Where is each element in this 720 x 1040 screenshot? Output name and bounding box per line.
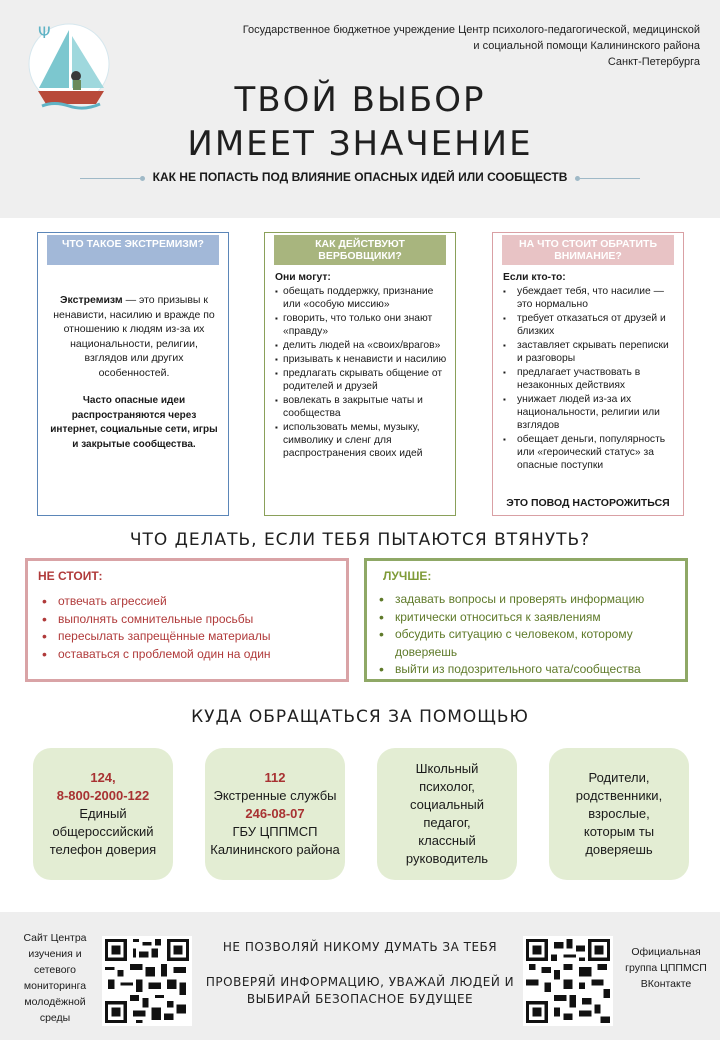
emergency-text: Экстренные службы xyxy=(213,788,337,803)
list-item: ▪ обещает деньги, популярность или «героический статус» за опасные поступки xyxy=(503,433,675,472)
family-text: Родители, родственники, взрослые, которым ты доверяешь xyxy=(575,770,663,857)
card-lead: Если кто-то: xyxy=(503,272,566,283)
footer xyxy=(0,912,720,1040)
help-card-school xyxy=(377,748,517,880)
card-what-is-extremism xyxy=(37,232,229,516)
list-item: • оставаться с проблемой один на один xyxy=(40,646,338,664)
hotline-phone: 8-800-2000-122 xyxy=(56,788,150,803)
help-card-emergency xyxy=(205,748,345,880)
org-line-3: Санкт-Петербурга xyxy=(607,56,700,68)
slogan-line-2: ПРОВЕРЯЙ ИНФОРМАЦИЮ, УВАЖАЙ ЛЮДЕЙ И ВЫБИРАЙ БЕЗОПАСНОЕ БУДУЩЕЕ xyxy=(205,975,515,1006)
list-item: • критически относиться к заявлениям xyxy=(377,609,677,627)
list-item: • выйти из подозрительного чата/сообщества xyxy=(377,661,677,679)
extremism-definition xyxy=(48,293,220,380)
page-title-line-2: ИМЕЕТ ЗНАЧЕНИЕ xyxy=(187,124,533,164)
list-item: ▪ обещать поддержку, признание или «особую миссию» xyxy=(275,285,447,311)
list-item: • отвечать агрессией xyxy=(40,593,338,611)
better-heading: ЛУЧШЕ: xyxy=(383,569,432,583)
list-item: ▪ требует отказаться от друзей и близких xyxy=(503,312,675,338)
center-phone: 246-08-07 xyxy=(245,806,305,821)
list-item: ▪ убеждает тебя, что насилие — это нормально xyxy=(503,285,675,311)
extremism-note: Часто опасные идеи распространяются через интернет, социальные сети, игры и закрытые сообщества. xyxy=(50,395,218,450)
list-item: ▪ заставляет скрывать переписки и разговоры xyxy=(503,339,675,365)
list-item: ▪ унижает людей из-за их национальности, религии или взглядов xyxy=(503,393,675,432)
card-recruiters xyxy=(264,232,456,516)
better-box xyxy=(364,558,688,682)
card-title: КАК ДЕЙСТВУЮТ ВЕРБОВЩИКИ? xyxy=(274,235,446,265)
list-item: ▪ делить людей на «своих/врагов» xyxy=(275,339,447,352)
page-subtitle: КАК НЕ ПОПАСТЬ ПОД ВЛИЯНИЕ ОПАСНЫХ ИДЕЙ ИЛИ СООБЩЕСТВ xyxy=(152,170,568,184)
svg-text:Ψ: Ψ xyxy=(38,23,51,42)
page-title-line-1: ТВОЙ ВЫБОР xyxy=(234,80,486,120)
section-title-what-to-do: ЧТО ДЕЛАТЬ, ЕСЛИ ТЕБЯ ПЫТАЮТСЯ ВТЯНУТЬ? xyxy=(129,530,591,550)
card-footer: ЭТО ПОВОД НАСТОРОЖИТЬСЯ xyxy=(506,497,670,509)
list-item: • задавать вопросы и проверять информацию xyxy=(377,591,677,609)
org-line-1: Государственное бюджетное учреждение Центр психолого-педагогической, медицинской xyxy=(242,24,700,36)
list-item: ▪ призывать к ненависти и насилию xyxy=(275,353,447,366)
hotline-number: 124, xyxy=(90,770,116,785)
card-title: ЧТО ТАКОЕ ЭКСТРЕМИЗМ? xyxy=(47,235,219,265)
list-item: ▪ предлагать скрывать общение от родителей и друзей xyxy=(275,367,447,393)
slogan-line-1: НЕ ПОЗВОЛЯЙ НИКОМУ ДУМАТЬ ЗА ТЕБЯ xyxy=(222,940,498,954)
section-title-help: КУДА ОБРАЩАТЬСЯ ЗА ПОМОЩЬЮ xyxy=(191,707,529,727)
list-item: ▪ использовать мемы, музыку, символику и сленг для распространения своих идей xyxy=(275,421,447,460)
list-item: • выполнять сомнительные просьбы xyxy=(40,611,338,629)
card-warning-signs xyxy=(492,232,684,516)
help-card-family xyxy=(549,748,689,880)
qr-code-icon[interactable] xyxy=(523,936,613,1026)
center-text: ГБУ ЦППМСП Калининского района xyxy=(210,824,340,857)
site-link-text: Сайт Центра изучения и сетевого мониторинга молодёжной среды xyxy=(23,932,87,1024)
list-item: ▪ вовлекать в закрытые чаты и сообщества xyxy=(275,394,447,420)
extremism-term: Экстремизм xyxy=(60,294,123,306)
extremism-definition-text: — это призывы к ненависти, насилию и вражде по отношению к людям из-за их национальности, религии, взглядов или других особенностей. xyxy=(53,294,215,379)
hotline-text: Единый общероссийский телефон доверия xyxy=(49,806,157,857)
school-text: Школьный психолог, социальный педагог, классный руководитель xyxy=(405,761,489,866)
dont-box xyxy=(25,558,349,682)
emergency-number: 112 xyxy=(264,770,286,785)
organization-name xyxy=(220,22,700,70)
list-item: • обсудить ситуацию с человеком, которому доверяешь xyxy=(377,626,677,661)
qr-code-icon[interactable] xyxy=(102,936,192,1026)
list-item: • пересылать запрещённые материалы xyxy=(40,628,338,646)
list-item: ▪ предлагает участвовать в незаконных действиях xyxy=(503,366,675,392)
card-title: НА ЧТО СТОИТ ОБРАТИТЬ ВНИМАНИЕ? xyxy=(502,235,674,265)
vk-group-text: Официальная группа ЦППМСП ВКонтакте xyxy=(625,946,707,990)
help-card-hotline xyxy=(33,748,173,880)
card-lead: Они могут: xyxy=(275,272,331,283)
org-line-2: и социальной помощи Калининского района xyxy=(473,40,700,52)
header xyxy=(0,0,720,218)
dont-heading: НЕ СТОИТ: xyxy=(38,569,103,583)
list-item: ▪ говорить, что только они знают «правду» xyxy=(275,312,447,338)
